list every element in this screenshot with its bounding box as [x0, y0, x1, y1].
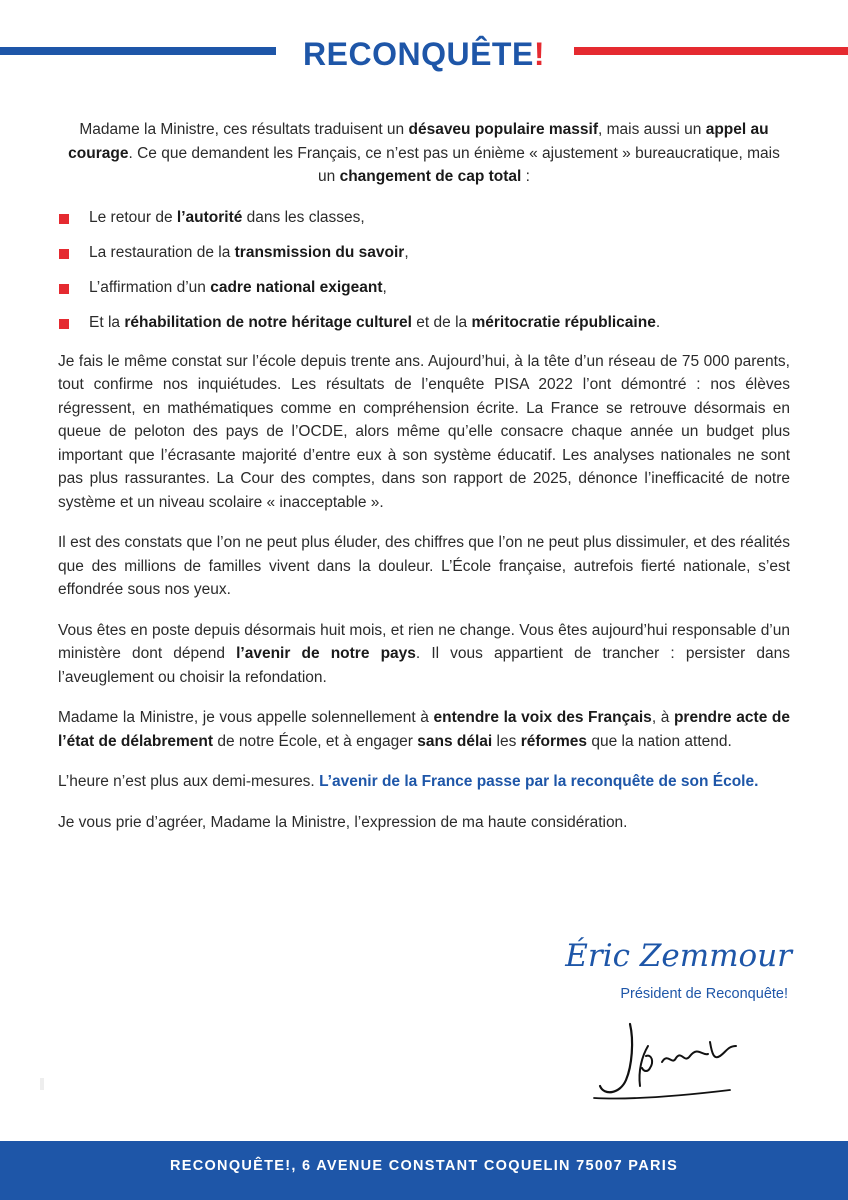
bold-run: méritocratie républicaine: [471, 313, 656, 331]
text-run: , à: [651, 709, 674, 726]
text-run: L’affirmation d’un: [89, 278, 211, 296]
signature-name: Éric Zemmour: [565, 938, 792, 974]
bold-run: appel au courage: [68, 121, 769, 162]
list-item: [58, 311, 790, 334]
bold-run: l’avenir de notre pays: [236, 645, 416, 662]
text-run: L’heure n’est plus aux demi-mesures.: [58, 773, 320, 790]
text-run: , mais aussi un: [598, 121, 706, 138]
list-item: [58, 276, 790, 299]
text-run: Le retour de: [89, 208, 177, 226]
highlight-run: L’avenir de la France passe par la reconquête de son École.: [319, 773, 759, 790]
footer-address: RECONQUÊTE!, 6 AVENUE CONSTANT COQUELIN 75007 PARIS: [0, 1141, 848, 1200]
bold-run: transmission du savoir: [234, 243, 405, 261]
text-run: . Il vous appartient de trancher : persister dans l’aveuglement ou choisir la refondation.: [58, 645, 790, 686]
bold-run: réformes: [520, 732, 588, 750]
header-bar-blue: [0, 47, 276, 55]
list-item: [58, 241, 790, 264]
list-item: [58, 206, 790, 229]
bold-run: prendre acte de l’état de délabrement: [58, 709, 791, 750]
paragraph-minister-term: [58, 619, 790, 690]
scan-artifact: [40, 1078, 44, 1090]
red-square-bullet-icon: [59, 214, 69, 224]
red-square-bullet-icon: [59, 284, 69, 294]
text-run: ,: [382, 278, 387, 296]
paragraph-constats: Il est des constats que l’on ne peut plus éluder, des chiffres que l’on ne peut plus dissimuler, et des réalités que des millions de familles vivent dans la douleur. L’École française, autrefois fierté nationale, s’est effondrée sous nos yeux.: [58, 534, 790, 598]
text-run: Madame la Ministre, ces résultats traduisent un: [79, 121, 409, 138]
bold-run: sans délai: [417, 732, 493, 750]
logo-text: RECONQUÊTE: [303, 36, 534, 72]
text-run: Madame la Ministre, je vous appelle solennellement à: [58, 709, 434, 726]
paragraph-pisa: Je fais le même constat sur l’école depuis trente ans. Aujourd’hui, à la tête d’un réseau de 75 000 parents, tout confirme nos inquiétudes. Les résultats de l’enquête PISA 2022 l’ont démontré : nos élèves régressent, en mathématiques comme en compréhension écrite. La France se retrouve désormais en queue de peloton des pays de l’OCDE, alors même qu’elle consacre chaque année un budget plus important que l’écrasante majorité d’entre eux à son système éducatif. Les analyses nationales ne sont pas plus rassurantes. La Cour des comptes, dans son rapport de 2025, dénonce l’inefficacité de notre système et un niveau scolaire « inacceptable ».: [58, 352, 790, 511]
bold-run: désaveu populaire massif: [408, 121, 599, 138]
text-run: que la nation attend.: [587, 732, 732, 750]
text-run: de notre École, et à engager: [213, 732, 418, 750]
text-run: . Ce que demandent les Français, ce n’est pas un énième « ajustement » bureaucratique, mais un: [128, 144, 780, 185]
header-bar-red: [574, 47, 848, 55]
bold-run: entendre la voix des Français: [433, 709, 652, 726]
text-run: Et la: [89, 313, 125, 331]
closing-formula: Je vous prie d’agréer, Madame la Ministre, l’expression de ma haute considération.: [58, 813, 628, 831]
paragraph-conclusion: [58, 770, 790, 794]
logo: [286, 34, 562, 74]
letterhead: [0, 0, 848, 110]
handwritten-signature-icon: [590, 1016, 780, 1106]
text-run: et de la: [412, 313, 472, 331]
bold-run: cadre national exigeant: [210, 278, 383, 296]
red-square-bullet-icon: [59, 249, 69, 259]
signature-block: [520, 938, 820, 1108]
text-run: ,: [404, 243, 409, 261]
paragraph-appeal: [58, 706, 790, 753]
text-run: dans les classes,: [242, 208, 365, 226]
logo-exclamation: !: [533, 36, 545, 72]
text-run: Vous êtes en poste depuis désormais huit mois, et rien ne change. Vous êtes aujourd’hui responsable d’un ministère dont dépend: [58, 621, 790, 662]
bold-run: réhabilitation de notre héritage culturel: [124, 313, 412, 331]
letter-body: [58, 118, 790, 851]
text-run: La restauration de la: [89, 243, 235, 261]
intro-paragraph: [58, 118, 790, 189]
demands-list: [58, 206, 790, 334]
bold-run: changement de cap total: [339, 168, 522, 185]
bold-run: l’autorité: [176, 208, 243, 226]
red-square-bullet-icon: [59, 319, 69, 329]
text-run: :: [521, 168, 530, 185]
text-run: les: [492, 732, 521, 750]
signature-role: Président de Reconquête!: [620, 986, 788, 1002]
text-run: .: [655, 313, 661, 331]
